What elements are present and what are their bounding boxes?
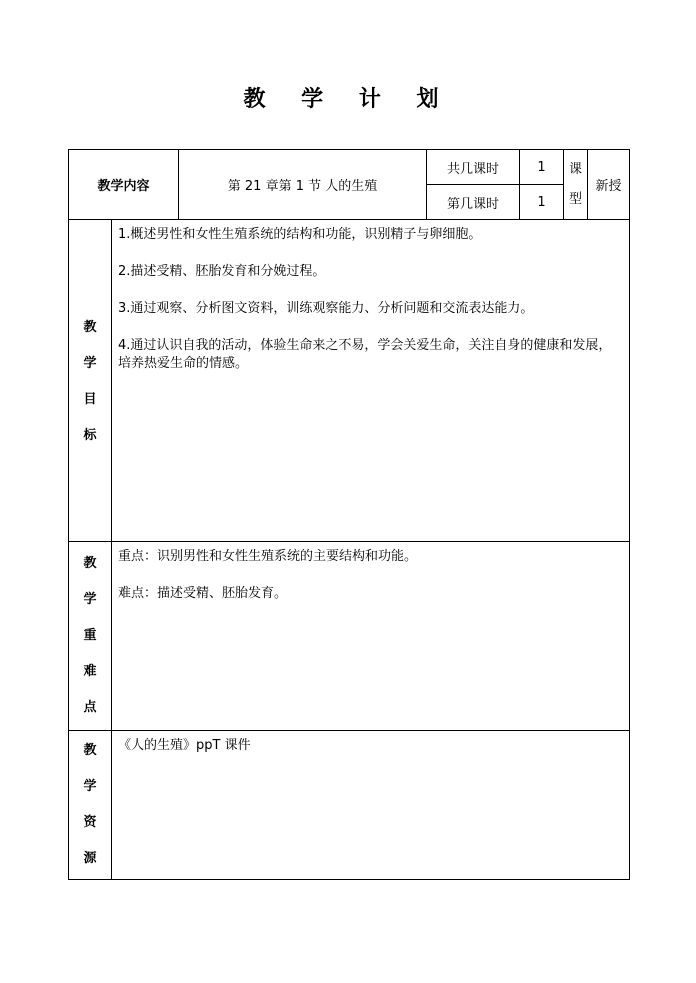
objectives-label-char: 目 [83,392,97,407]
objectives-content [112,220,630,542]
lesson-no-label: 第几课时 [427,185,520,220]
objectives-label-char: 标 [83,428,97,443]
content-value: 第 21 章第 1 节 人的生殖 [179,150,427,220]
key-points-label [69,542,112,731]
resources-label-char: 学 [83,779,97,794]
objective-item: 3.通过观察、分析图文资料，训练观察能力、分析问题和交流表达能力。 [118,301,534,316]
objective-item: 4.通过认识自我的活动，体验生命来之不易，学会关爱生命，关注自身的健康和发展，培养热爱生命的情感。 [118,338,612,371]
key-points-content [112,542,630,731]
resources-label-char: 教 [83,743,97,758]
lesson-type-value: 新授 [588,150,630,220]
document-title: 教 学 计 划 [243,87,453,112]
lesson-no-value: 1 [520,185,564,220]
resources-value: 《人的生殖》ppT 课件 [118,738,251,753]
key-points-label-char: 点 [83,700,97,715]
objectives-label-char: 教 [83,320,97,335]
lesson-type-label-char-2: 型 [569,191,583,207]
key-point-difficulty: 难点：描述受精、胚胎发育。 [118,586,288,601]
key-points-label-char: 教 [83,556,97,571]
key-point-focus: 重点：识别男性和女性生殖系统的主要结构和功能。 [118,549,418,564]
resources-label-char: 资 [83,815,97,830]
total-hours-value: 1 [520,150,564,185]
objective-item: 1.概述男性和女性生殖系统的结构和功能，识别精子与卵细胞。 [118,227,482,242]
key-points-label-char: 学 [83,592,97,607]
resources-content [112,731,630,880]
lesson-plan-table [68,149,630,880]
objective-item: 2.描述受精、胚胎发育和分娩过程。 [118,264,326,279]
resources-label-char: 源 [83,851,97,866]
key-points-label-char: 重 [83,628,97,643]
total-hours-label: 共几课时 [427,150,520,185]
key-points-label-char: 难 [83,664,97,679]
content-label: 教学内容 [69,150,179,220]
lesson-type-label-char-1: 课 [569,161,583,177]
objectives-label-char: 学 [83,356,97,371]
lesson-type-label [564,150,588,220]
objectives-label [69,220,112,542]
resources-label [69,731,112,880]
